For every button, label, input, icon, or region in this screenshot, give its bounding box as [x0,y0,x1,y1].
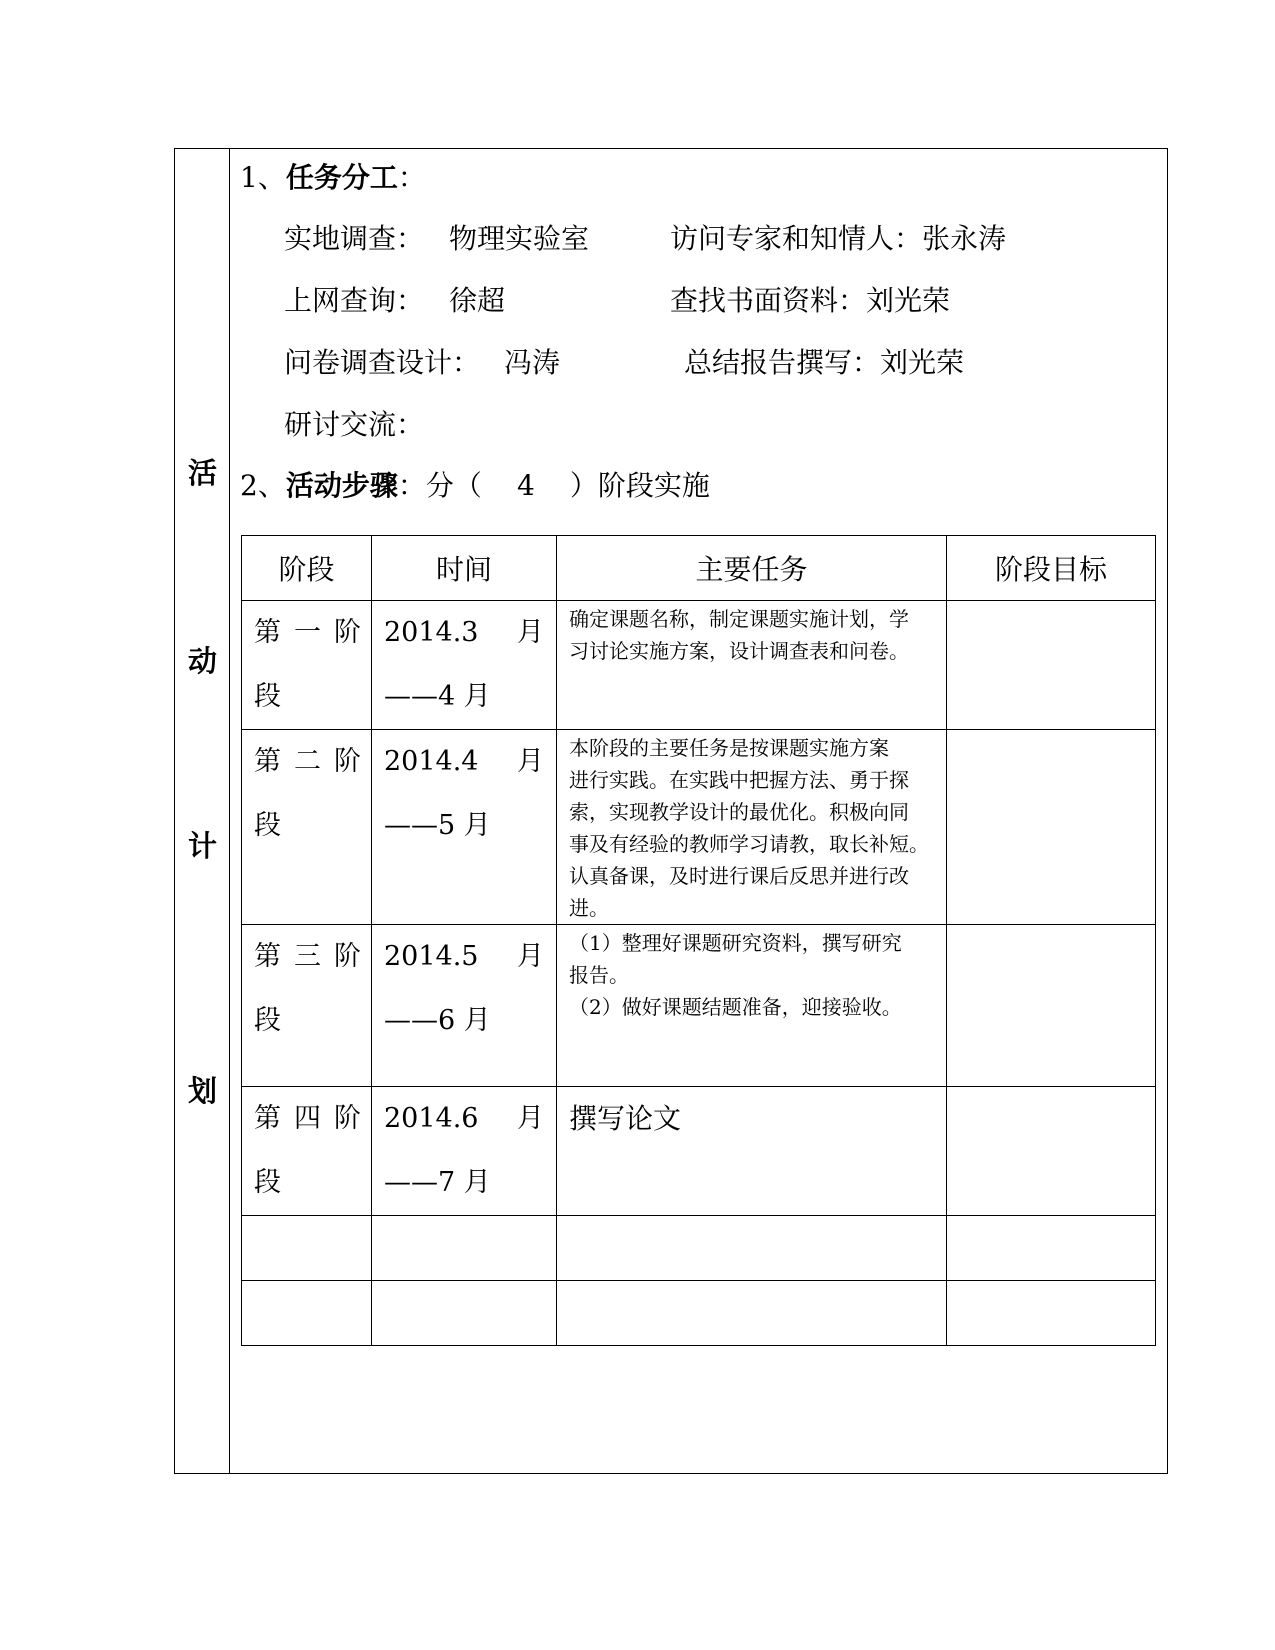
phase-char: 第 [254,617,281,648]
phase-cell [242,925,372,1087]
phase-char: 阶 [334,1103,361,1134]
task-cell [557,1087,947,1216]
task-left-value: 物理实验室 [449,222,590,255]
task-line: 认真备课，及时进行课后反思并进行改 [569,864,909,888]
side-title-char: 活 [187,456,217,490]
task-cell [557,925,947,1087]
phase-cell [242,730,372,925]
goal-cell [947,1087,1156,1216]
task-line: 习讨论实施方案，设计调查表和问卷。 [569,639,909,663]
phase-table [241,535,1156,1346]
time-cell [372,601,557,730]
task-left-value: 徐超 [449,284,506,317]
time-start: 2014.6 [384,1103,479,1134]
time-cell [372,730,557,925]
task-right-value: 刘光荣 [880,346,965,379]
table-row [242,925,1156,1087]
task-right-label [670,222,1006,256]
task-line: 本阶段的主要任务是按课题实施方案 [569,736,889,760]
empty-row [242,1216,1156,1281]
side-title-column [175,149,230,1473]
task-line: 索，实现教学设计的最优化。积极向同 [569,800,909,824]
section1-prefix: 1、 [240,161,286,194]
time-start: 2014.4 [384,746,479,777]
task-right-value: 刘光荣 [866,284,951,317]
phase-char: 一 [294,617,321,648]
task-cell [557,601,947,730]
phase-char: 阶 [334,617,361,648]
empty-cell [947,1281,1156,1346]
header-time: 时间 [372,536,557,601]
phase-cell [242,601,372,730]
time-start: 2014.3 [384,617,479,648]
empty-cell [242,1281,372,1346]
phase-char: 段 [254,1167,281,1198]
time-month: 月 [517,617,544,648]
phase-char: 四 [294,1103,321,1134]
empty-cell [947,1216,1156,1281]
empty-cell [372,1216,557,1281]
task-right-value: 张永涛 [922,222,1007,255]
task-line: （1）整理好课题研究资料，撰写研究 [569,931,902,955]
section2-count: 4 [516,469,535,502]
task-line: 确定课题名称，制定课题实施计划，学 [569,607,909,631]
section2-heading [240,469,710,503]
time-cell [372,925,557,1087]
phase-char: 阶 [334,746,361,777]
task-right-label [670,284,950,318]
side-title-char: 动 [187,644,217,678]
header-task: 主要任务 [557,536,947,601]
time-month: 月 [517,746,544,777]
task-right-label-text: 总结报告撰写： [684,346,881,379]
table-row [242,601,1156,730]
phase-char: 第 [254,746,281,777]
side-title-char: 划 [187,1074,217,1108]
table-header-row [242,536,1156,601]
table-row [242,730,1156,925]
phase-char: 段 [254,810,281,841]
section2-prefix: 2、 [240,469,286,502]
time-end: ——7 月 [384,1167,491,1198]
empty-cell [372,1281,557,1346]
section2-title: 活动步骤 [285,469,398,502]
task-line: 事及有经验的教师学习请教，取长补短。 [569,832,929,856]
section1-title: 任务分工 [285,161,398,194]
task-line: 撰写论文 [569,1102,682,1135]
phase-char: 二 [294,746,321,777]
empty-cell [557,1216,947,1281]
goal-cell [947,925,1156,1087]
side-title-char: 计 [187,829,217,863]
task-line: 进行实践。在实践中把握方法、勇于探 [569,768,909,792]
task-line: 报告。 [569,963,629,987]
task-right-label-text: 查找书面资料： [670,284,867,317]
time-start: 2014.5 [384,941,479,972]
time-end: ——5 月 [384,810,491,841]
task-right-label-text: 访问专家和知情人： [670,222,923,255]
phase-cell [242,1087,372,1216]
phase-char: 段 [254,1005,281,1036]
empty-row [242,1281,1156,1346]
section2-text: ）阶段实施 [569,469,710,502]
section1-heading [240,161,426,195]
goal-cell [947,730,1156,925]
phase-char: 三 [294,941,321,972]
task-right-label [684,346,964,380]
time-month: 月 [517,941,544,972]
goal-cell [947,601,1156,730]
time-end: ——4 月 [384,681,491,712]
phase-char: 阶 [334,941,361,972]
task-left-label: 问卷调查设计： [284,346,481,379]
header-phase: 阶段 [242,536,372,601]
phase-char: 第 [254,941,281,972]
table-row [242,1087,1156,1216]
empty-cell [557,1281,947,1346]
section2-text: ：分（ [397,469,482,502]
task-left-value: 冯涛 [504,346,561,379]
task-cell [557,730,947,925]
task-left-label: 实地调查： [284,222,425,255]
section1-colon: ： [397,161,426,194]
task-left-label: 研讨交流： [284,408,425,441]
task-line: （2）做好课题结题准备，迎接验收。 [569,995,902,1019]
task-line: 进。 [569,896,609,920]
header-goal: 阶段目标 [947,536,1156,601]
time-cell [372,1087,557,1216]
time-end: ——6 月 [384,1005,491,1036]
phase-char: 第 [254,1103,281,1134]
empty-cell [242,1216,372,1281]
task-left-label: 上网查询： [284,284,425,317]
time-month: 月 [517,1103,544,1134]
phase-char: 段 [254,681,281,712]
